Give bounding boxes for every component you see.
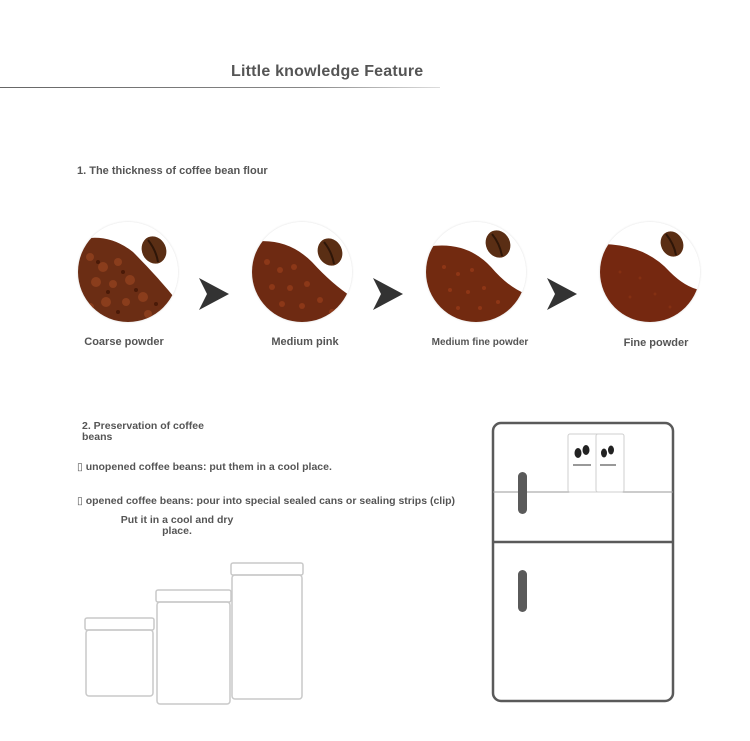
arrow-right-icon: [373, 278, 403, 310]
tip-note: Put it in a cool and dry place.: [120, 514, 234, 537]
refrigerator-icon: [490, 420, 676, 706]
stage-label-coarse: Coarse powder: [84, 336, 164, 348]
storage-jar-icon: [80, 560, 308, 708]
section-1-title: 1. The thickness of coffee bean flour: [77, 165, 268, 177]
coffee-grounds-icon: [426, 222, 526, 322]
page-title: Little knowledge Feature: [231, 63, 424, 80]
coffee-grounds-icon: [600, 222, 700, 322]
coffee-grounds-icon: [252, 222, 352, 322]
tip-unopened: ▯ unopened coffee beans: put them in a cool place.: [77, 461, 332, 473]
stage-label-medium-fine: Medium fine powder: [431, 337, 529, 348]
coarse-powder-image: [78, 222, 178, 322]
coffee-bag-icon: [596, 434, 624, 492]
title-divider: [0, 87, 440, 88]
stage-label-medium: Medium pink: [271, 336, 339, 348]
stage-label-fine: Fine powder: [623, 337, 689, 349]
tip-opened: ▯ opened coffee beans: pour into special sealed cans or sealing strips (clip): [77, 495, 456, 507]
medium-powder-image: [252, 222, 352, 322]
arrow-right-icon: [199, 278, 229, 310]
fine-powder-image: [600, 222, 700, 322]
section-2-title: 2. Preservation of coffee beans: [82, 420, 204, 443]
arrow-right-icon: [547, 278, 577, 310]
coffee-grounds-icon: [78, 222, 178, 322]
medium-fine-powder-image: [426, 222, 526, 322]
